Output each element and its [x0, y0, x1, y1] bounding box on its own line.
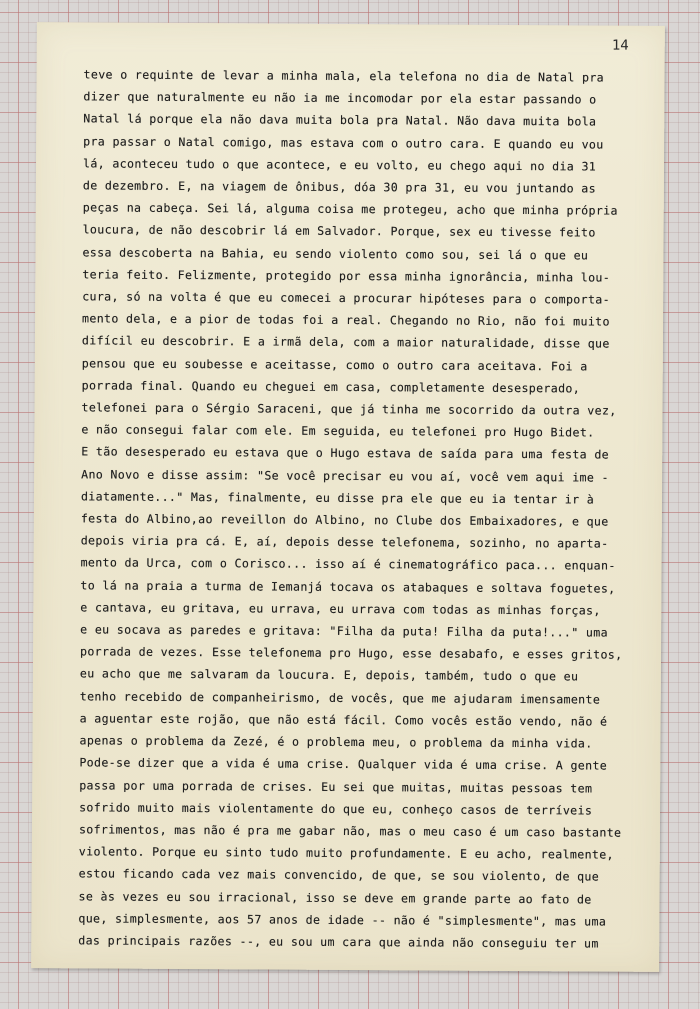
- typed-line: violento. Porque eu sinto tudo muito profundamente. E eu acho, realmente,: [78, 844, 614, 862]
- typed-line: e não consegui falar com ele. Em seguida, eu telefonei pro Hugo Bidet.: [81, 422, 595, 440]
- typed-line: cura, só na volta é que eu comecei a procurar hipóteses para o comporta-: [82, 289, 611, 307]
- typed-line: a aguentar este rojão, que não está fácil. Como vocês estão vendo, não é: [79, 711, 608, 729]
- typed-line: Pode-se dizer que a vida é uma crise. Qualquer vida é uma crise. A gente: [79, 755, 608, 773]
- typed-line: to lá na praia a turma de Iemanjá tocava os atabaques e soltava foguetes,: [80, 578, 616, 596]
- typed-line: se às vezes eu sou irracional, isso se deve em grande parte ao fato de: [78, 888, 592, 907]
- typed-line: das principais razões --, eu sou um cara que ainda não conseguiu ter um: [78, 933, 599, 951]
- typed-line: estou ficando cada vez mais convencido, de que, se sou violento, de que: [78, 866, 600, 884]
- typed-line: mento da Urca, com o Corisco... isso aí é cinematográfico paca... enquan-: [80, 555, 616, 574]
- typed-line: Natal lá porque ela não dava muita bola pra Natal. Não dava muita bola: [83, 111, 597, 129]
- typed-line: diatamente..." Mas, finalmente, eu disse pra ele que eu ia tentar ir à: [80, 489, 595, 507]
- typed-line: apenas o problema da Zezé, é o problema meu, o problema da minha vida.: [79, 733, 593, 751]
- typed-page: [31, 22, 665, 972]
- typed-line: loucura, de não descobrir lá em Salvador. Porque, sex eu tivesse feito: [82, 222, 596, 240]
- typed-line: tenho recebido de companheirismo, de vocês, que me ajudaram imensamente: [79, 689, 601, 707]
- typed-text-body: [78, 63, 643, 955]
- typed-line: teria feito. Felizmente, protegido por essa minha ignorância, minha lou-: [82, 267, 611, 285]
- typed-line: pensou que eu soubesse e aceitasse, como o outro cara aceitava. Foi a: [81, 356, 588, 374]
- typed-line: difícil eu descobrir. E a irmã dela, com a maior naturalidade, disse que: [81, 333, 610, 352]
- typed-line: dizer que naturalmente eu não ia me incomodar por ela estar passando o: [83, 89, 597, 107]
- typed-line: essa descoberta na Bahia, eu sendo violento como sou, sei lá o que eu: [82, 244, 589, 263]
- typed-line: porrada de vezes. Esse telefonema pro Hugo, esse desabafo, e esses gritos,: [80, 644, 623, 662]
- typed-line: porrada final. Quando eu cheguei em casa, completamente desesperado,: [81, 378, 581, 396]
- typed-line: eu acho que me salvaram da loucura. E, depois, também, tudo o que eu: [79, 666, 579, 684]
- typed-line: e cantava, eu gritava, eu urrava, eu urrava com todas as minhas forças,: [80, 600, 601, 618]
- typed-line: passa por uma porrada de crises. Eu sei que muitas, muitas pessoas tem: [79, 777, 593, 795]
- typed-line: sofrimentos, mas não é pra me gabar não, mas o meu caso é um caso bastante: [78, 822, 622, 840]
- typed-line: Ano Novo e disse assim: "Se você precisar eu vou aí, você vem aqui ime -: [81, 467, 609, 485]
- typed-line: e eu socava as paredes e gritava: "Filha da puta! Filha da puta!..." uma: [80, 622, 608, 640]
- typed-line: peças na cabeça. Sei lá, alguma coisa me protegeu, acho que minha própria: [82, 200, 618, 218]
- typed-line: telefonei para o Sérgio Saraceni, que já tinha me socorrido da outra vez,: [81, 400, 617, 418]
- typed-line: E tão desesperado eu estava que o Hugo estava de saída para uma festa de: [81, 444, 610, 463]
- typed-line: mento dela, e a pior de todas foi a real. Chegando no Rio, não foi muito: [82, 311, 610, 329]
- typed-line: sofrido muito mais violentamente do que eu, conheço casos de terríveis: [79, 800, 593, 818]
- typed-line: que, simplesmente, aos 57 anos de idade -- não é "simplesmente", mas uma: [78, 911, 607, 929]
- typed-line: festa do Albino,ao reveillon do Albino, no Clube dos Embaixadores, e que: [80, 511, 609, 529]
- typed-line: depois viria pra cá. E, aí, depois desse telefonema, sozinho, no aparta-: [80, 533, 609, 551]
- typed-line: teve o requinte de levar a minha mala, ela telefona no dia de Natal pra: [83, 67, 605, 85]
- typed-line: de dezembro. E, na viagem de ônibus, dóa 30 pra 31, eu vou juntando as: [82, 178, 597, 196]
- typed-line: pra passar o Natal comigo, mas estava com o outro cara. E quando eu vou: [83, 133, 604, 152]
- typed-line: lá, aconteceu tudo o que acontece, e eu volto, eu chego aqui no dia 31: [82, 156, 597, 174]
- page-number: 14: [611, 37, 629, 54]
